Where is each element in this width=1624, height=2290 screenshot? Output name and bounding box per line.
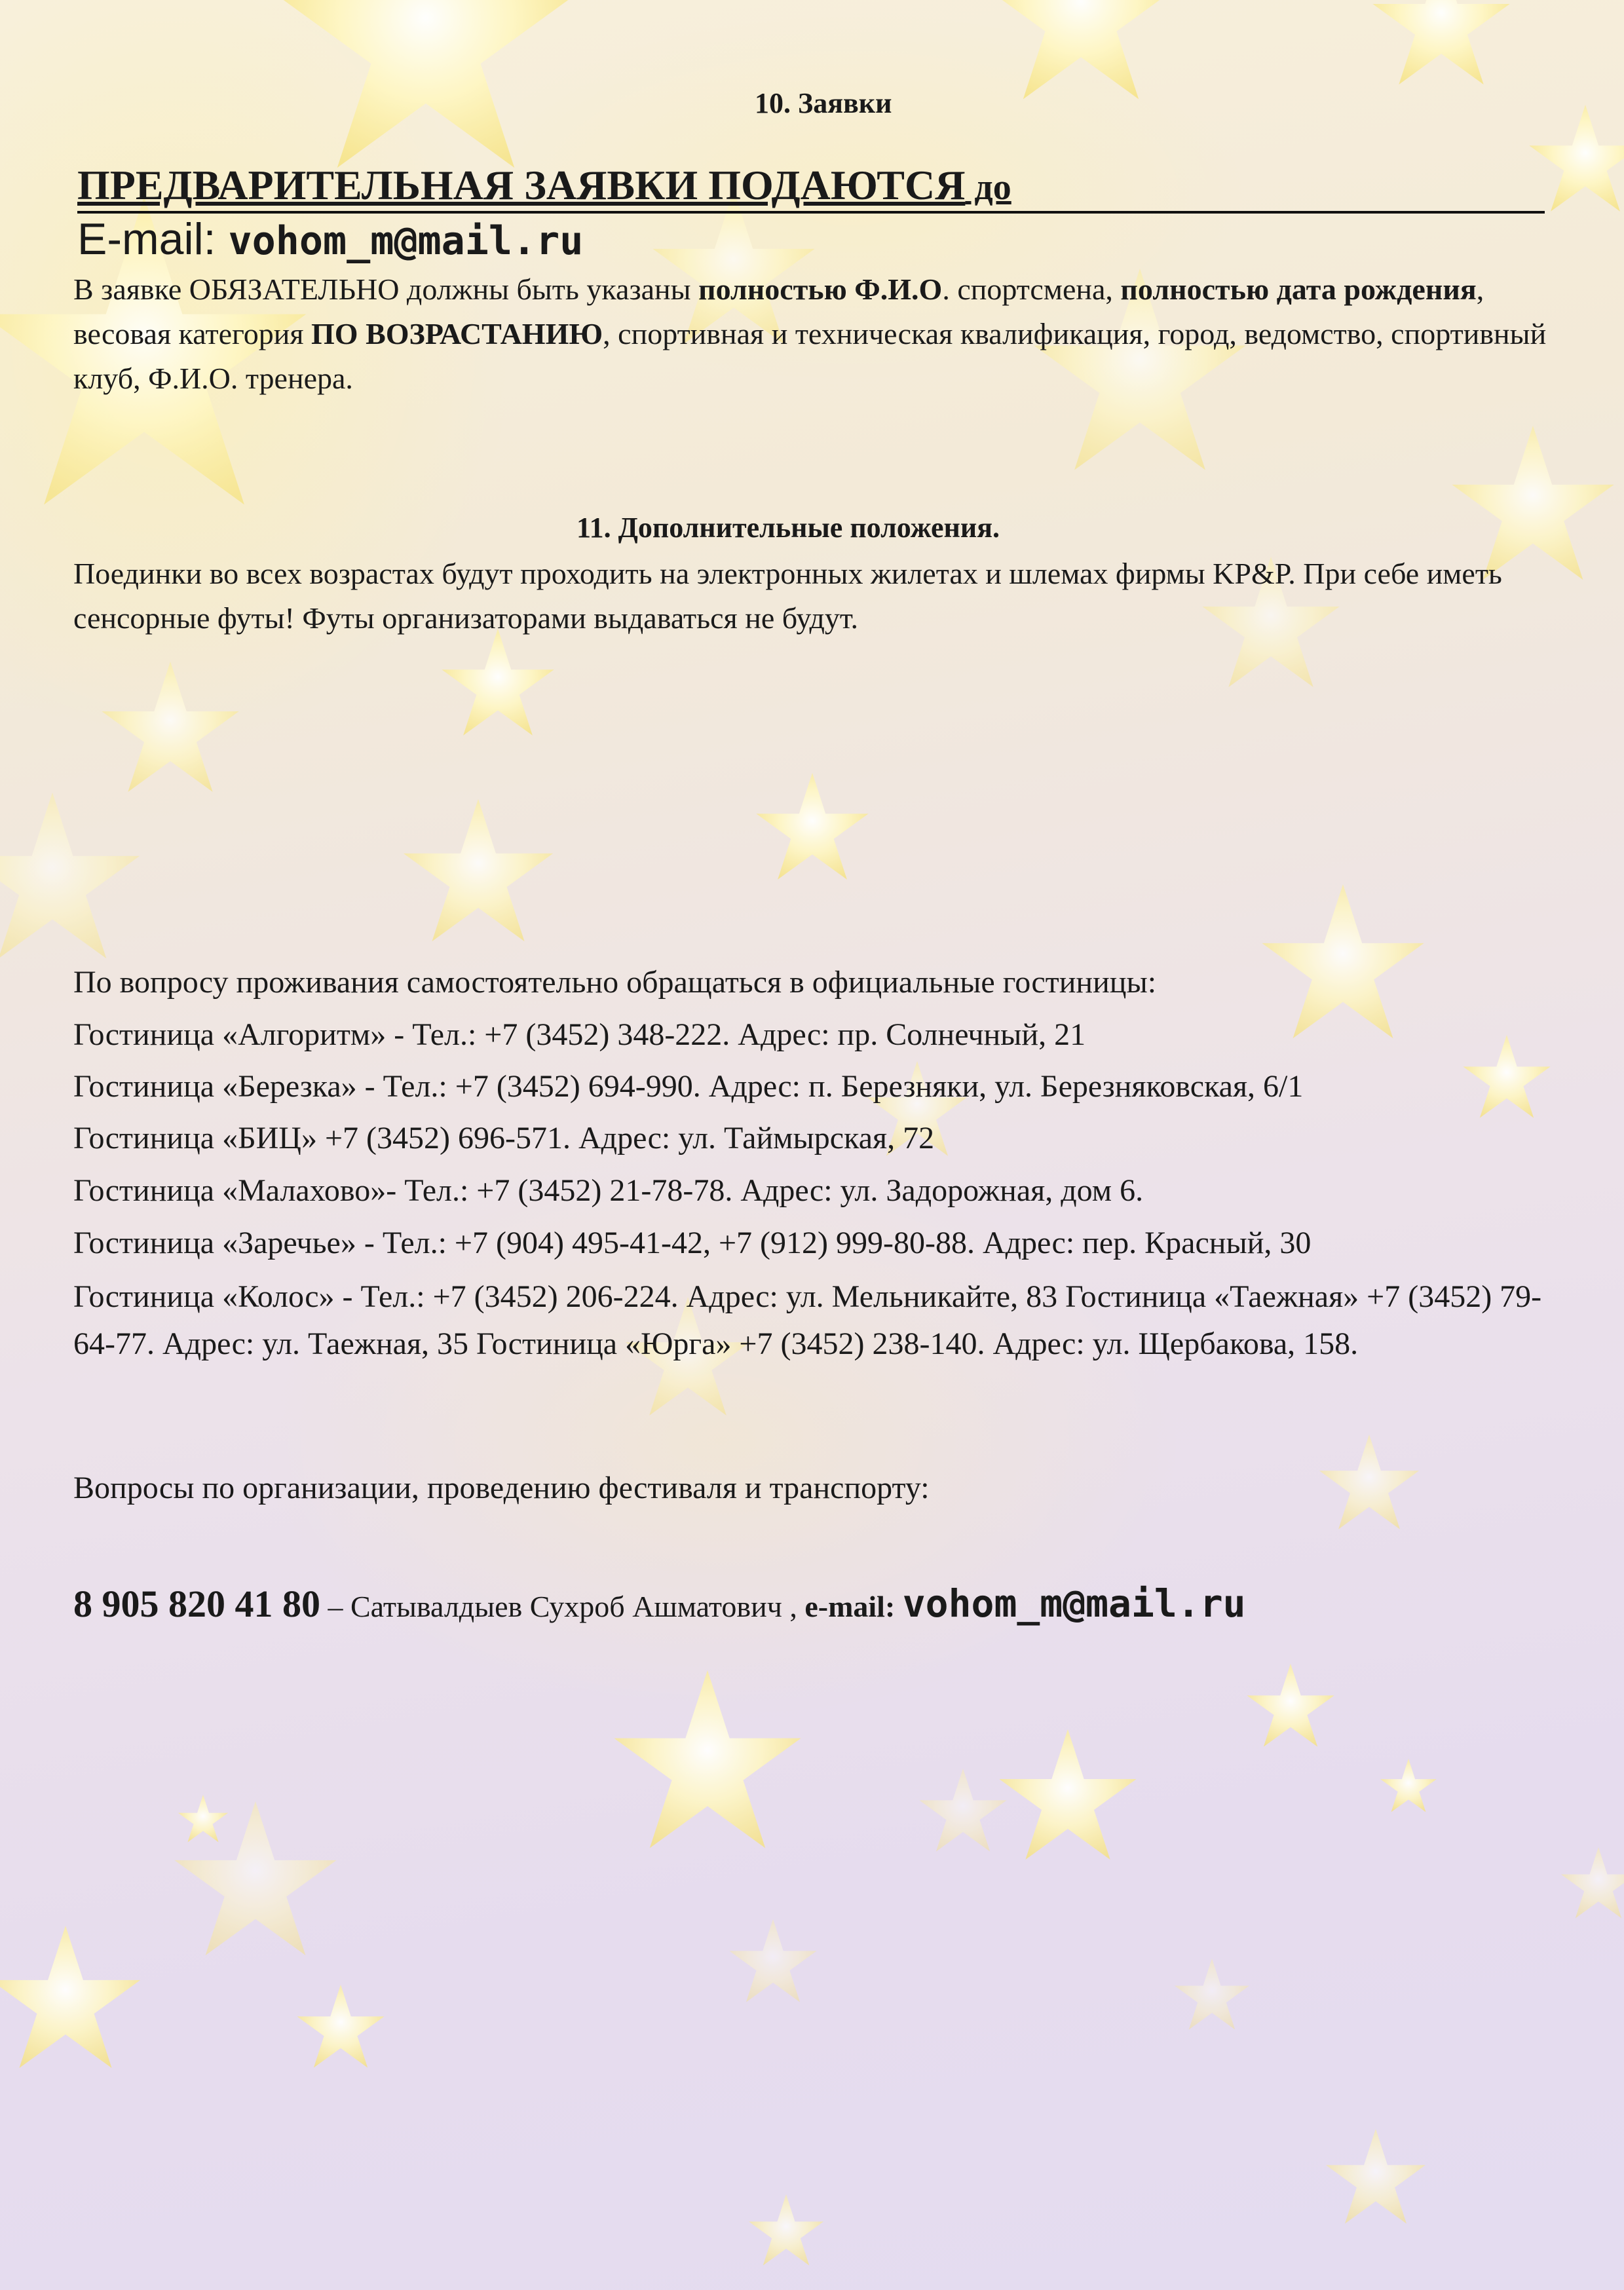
- contact-phone[interactable]: 8 905 820 41 80: [73, 1583, 320, 1625]
- hotel-line: Гостиница «Алгоритм» - Тел.: +7 (3452) 348-222. Адрес: пр. Солнечный, 21: [73, 1017, 1086, 1052]
- deadline-tail: до: [965, 167, 1011, 208]
- req-text-1: В заявке ОБЯЗАТЕЛЬНО должны быть указаны: [73, 272, 699, 306]
- req-text-2: . спортсмена,: [942, 272, 1121, 306]
- req-bold-1: полностью Ф.И.О: [698, 272, 943, 306]
- email-line: [77, 211, 583, 269]
- requirements-paragraph: [73, 267, 1574, 401]
- section-10-title: 10. Заявки: [755, 87, 892, 119]
- req-text-4: , спортивная и техническая квалификация, город, ведомство, спортивный клуб, Ф.И.О. тренера.: [73, 317, 1547, 395]
- deadline-main: ПРЕДВАРИТЕЛЬНАЯ ЗАЯВКИ ПОДАЮТСЯ: [77, 162, 966, 208]
- organization-question: Вопросы по организации, проведению фестиваля и транспорту:: [73, 1471, 930, 1505]
- additional-provisions-paragraph: Поединки во всех возрастах будут проходить на электронных жилетах и шлемах фирмы KP&P. При себе иметь сенсорные футы! Футы организаторами выдаваться не будут.: [73, 557, 1502, 635]
- section-11-title: 11. Дополнительные положения.: [576, 512, 1000, 544]
- email-link[interactable]: vohom_m@mail.ru: [228, 218, 584, 264]
- contact-line: [73, 1577, 1246, 1633]
- contact-email-link[interactable]: vohom_m@mail.ru: [902, 1581, 1246, 1626]
- contact-person: – Сатывалдыев Сухроб Ашматович ,: [320, 1590, 805, 1623]
- contact-email-label: e-mail:: [804, 1590, 903, 1623]
- req-text-3: , весовая категория: [73, 272, 1484, 350]
- hotel-line: Гостиница «БИЦ» +7 (3452) 696-571. Адрес: ул. Таймырская, 72: [73, 1121, 935, 1155]
- hotel-line-multi: Гостиница «Колос» - Тел.: +7 (3452) 206-224. Адрес: ул. Мельникайте, 83 Гостиница «Таежная» +7 (3452) 79-64-77. Адрес: ул. Таежная, 35 Гостиница «Юрга» +7 (3452) 238-140. Адрес: ул. Щербакова, 158.: [73, 1279, 1542, 1361]
- hotel-line: Гостиница «Березка» - Тел.: +7 (3452) 694-990. Адрес: п. Березняки, ул. Березняковская, 6/1: [73, 1069, 1304, 1104]
- deadline-heading: [77, 160, 1545, 214]
- hotel-line: Гостиница «Малахово»- Тел.: +7 (3452) 21-78-78. Адрес: ул. Задорожная, дом 6.: [73, 1173, 1144, 1208]
- email-label: E-mail:: [77, 214, 229, 264]
- hotels-intro: По вопросу проживания самостоятельно обращаться в официальные гостиницы:: [73, 965, 1157, 1000]
- req-bold-3: ПО ВОЗРАСТАНИЮ: [311, 317, 603, 350]
- hotel-line: Гостиница «Заречье» - Тел.: +7 (904) 495-41-42, +7 (912) 999-80-88. Адрес: пер. Красный, 30: [73, 1226, 1312, 1260]
- req-bold-2: полностью дата рождения: [1120, 272, 1477, 306]
